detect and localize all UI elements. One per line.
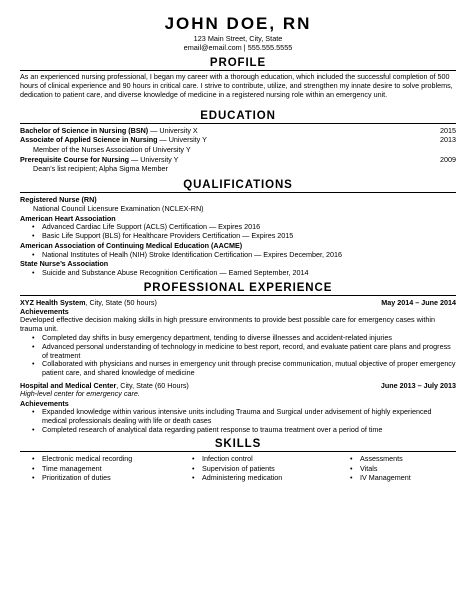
year: 2009 [440,154,456,164]
job-bullets [20,334,456,378]
education-note: Member of the Nurses Association of University Y [33,144,191,154]
qualification-title: American Heart Association [20,213,116,223]
skill-item: • Supervision of patients [192,464,350,473]
school: — University Y [157,135,207,145]
job-bullet: • Completed research of analytical data regarding patient response to trauma treatment over a period of time [32,426,456,435]
qualifications-section [20,179,456,278]
qualification-bullet: • National Institutes of Healh (NIH) Stroke Identification Certification — Expires December, 2016 [32,251,456,260]
education-item [20,126,456,136]
skill-item: • Vitals [350,464,470,473]
qualification-title: American Association of Continuing Medical Education (AACME) [20,241,243,251]
qualification-bullet: • Advanced Cardiac Life Support (ACLS) Certification — Expires 2016 [32,223,456,232]
skill-item: • Time management [32,464,192,473]
skills-grid [20,454,456,482]
job-location: , City, State (60 Hours) [116,381,189,391]
experience-rule [20,295,456,296]
contact-line: email@email.com | 555.555.5555 [183,43,293,52]
achievements-label: Achievements [20,399,69,409]
education-section [20,110,456,174]
year: 2013 [440,135,456,145]
experience-section [20,282,456,435]
profile-section [20,57,456,100]
skill-item: • Administering medication [192,473,350,482]
school: — University X [148,125,198,135]
qualification-title: Registered Nurse (RN) [20,194,97,204]
job-bullet: • Advanced personal understanding of technology in medicine to best report, record, and evaluate patient care plans and progress of treatment [32,343,456,361]
skills-rule [20,451,456,452]
job-bullet: • Completed day shifts in busy emergency department, tending to diverse illnesses and accident-related injuries [32,334,456,343]
achievements-label: Achievements [20,307,69,317]
qualification-bullets [20,251,456,260]
job-header [20,298,456,307]
employer: XYZ Health System [20,297,86,307]
skill-item: • Infection control [192,454,350,463]
job-bullet: • Collaborated with physicians and nurses in emergency unit through precise communication, mutual objective of proper emergency patient care, and shared knowledge of medicine [32,360,456,378]
job-note: High-level center for emergency care. [20,389,140,399]
education-rule [20,123,456,124]
education-heading: EDUCATION [200,109,276,122]
skills-heading: SKILLS [214,438,262,451]
profile-heading: PROFILE [209,57,267,69]
education-item [20,155,456,165]
school: — University Y [129,154,179,164]
job-bullet: • Expanded knowledge within various intensive units including Trauma and Surgical under advisement of highly experienced medical professionals dealing with life or death cases [32,408,456,426]
job-intro: Developed effective decision making skills in high pressure environments to provide best possible care for emergency cases within trauma unit. [20,315,435,334]
experience-heading: PROFESSIONAL EXPERIENCE [143,281,333,294]
skill-item: • Electronic medical recording [32,454,192,463]
qualification-bullets [20,269,456,278]
degree: Prerequisite Course for Nursing [20,154,130,164]
job-dates: June 2013 – July 2013 [380,381,456,391]
skill-item: • Assessments [350,454,470,463]
degree: Bachelor of Science in Nursing (BSN) [20,125,149,135]
qualification-detail: National Council Licensure Examination (NCLEX-RN) [33,204,204,214]
job-bullets [20,408,456,434]
qualification-title: State Nurse’s Association [20,259,109,269]
qualification-bullets [20,223,456,241]
degree: Associate of Applied Science in Nursing [20,135,158,145]
qualifications-rule [20,192,456,193]
profile-text: As an experienced nursing professional, I began my career with a thorough education, which included the successful completion of 500 hours of clinical experience and 90 hours in critical care. I strive to contribute, utilize, and strengthen my innate desire to solve problems, dedication to patient care, and diverse knowledge of medicine in a registered nursing role within an emergency unit. [20,72,453,99]
skill-item: • Prioritization of duties [32,473,192,482]
employer: Hospital and Medical Center [20,381,117,391]
job-dates: May 2014 – June 2014 [381,297,456,307]
qualifications-heading: QUALIFICATIONS [183,178,293,191]
education-item [20,135,456,145]
candidate-name: JOHN DOE, RN [164,14,312,33]
education-note: Dean’s list recipient; Alpha Sigma Member [33,164,168,174]
year: 2015 [440,125,456,135]
skill-item: • IV Management [350,473,470,482]
address-line: 123 Main Street, City, State [193,34,283,43]
qualification-bullet: • Basic Life Support (BLS) for Healthcare Providers Certification — Expires 2015 [32,232,456,241]
job-location: , City, State (50 hours) [85,297,157,307]
profile-rule [20,70,456,71]
skills-section [20,438,456,482]
qualification-bullet: • Suicide and Substance Abuse Recognition Certification — Earned September, 2014 [32,269,456,278]
